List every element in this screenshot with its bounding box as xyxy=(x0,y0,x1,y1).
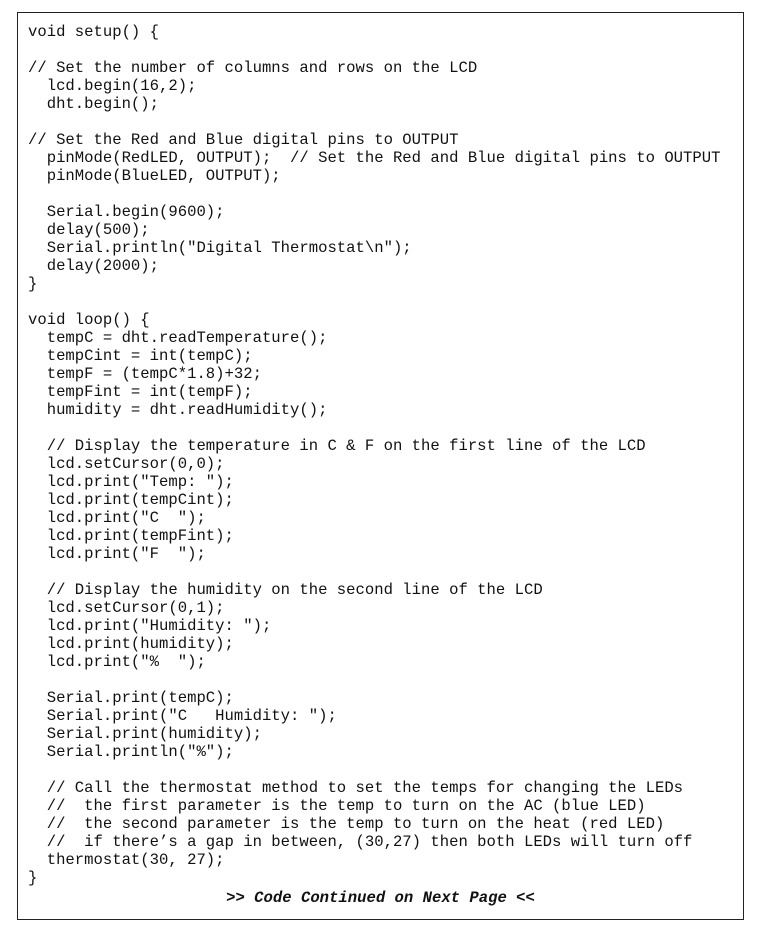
code-line: thermostat(30, 27); xyxy=(28,851,225,869)
code-line: lcd.print(humidity); xyxy=(28,635,234,653)
code-line: lcd.print(tempCint); xyxy=(28,491,234,509)
code-line: // Display the humidity on the second line of the LCD xyxy=(28,581,543,599)
code-line: tempF = (tempC*1.8)+32; xyxy=(28,365,262,383)
code-line xyxy=(28,113,720,131)
code-line: Serial.print("C Humidity: "); xyxy=(28,707,337,725)
code-line: Serial.println("%"); xyxy=(28,743,234,761)
code-line: void setup() { xyxy=(28,23,160,41)
code-line xyxy=(28,185,720,203)
code-line: // Call the thermostat method to set the temps for changing the LEDs xyxy=(28,779,684,797)
continued-note: >> Code Continued on Next Page << xyxy=(226,889,535,907)
code-line: void loop() { xyxy=(28,311,150,329)
code-line: lcd.print("F "); xyxy=(28,545,206,563)
code-line: tempCint = int(tempC); xyxy=(28,347,253,365)
code-line: // if there’s a gap in between, (30,27) then both LEDs will turn off xyxy=(28,833,693,851)
code-line: dht.begin(); xyxy=(28,95,160,113)
code-line xyxy=(28,761,720,779)
code-line: lcd.setCursor(0,1); xyxy=(28,599,225,617)
code-line: Serial.begin(9600); xyxy=(28,203,225,221)
code-line: delay(500); xyxy=(28,221,150,239)
code-line: } xyxy=(28,869,38,887)
code-line: delay(2000); xyxy=(28,257,160,275)
code-line: // Set the Red and Blue digital pins to OUTPUT xyxy=(28,131,459,149)
code-line: lcd.setCursor(0,0); xyxy=(28,455,225,473)
code-line: tempFint = int(tempF); xyxy=(28,383,253,401)
code-line xyxy=(28,563,720,581)
code-line: // the first parameter is the temp to turn on the AC (blue LED) xyxy=(28,797,646,815)
code-line: // the second parameter is the temp to turn on the heat (red LED) xyxy=(28,815,665,833)
code-line: lcd.print("C "); xyxy=(28,509,206,527)
code-line xyxy=(28,419,720,437)
code-line: Serial.println("Digital Thermostat\n"); xyxy=(28,239,412,257)
code-line xyxy=(28,293,720,311)
code-line: humidity = dht.readHumidity(); xyxy=(28,401,328,419)
code-line: lcd.print("Temp: "); xyxy=(28,473,234,491)
code-line xyxy=(28,41,720,59)
code-line: lcd.begin(16,2); xyxy=(28,77,197,95)
code-line: lcd.print(tempFint); xyxy=(28,527,234,545)
code-line xyxy=(28,671,720,689)
code-line: lcd.print("% "); xyxy=(28,653,206,671)
code-line: pinMode(BlueLED, OUTPUT); xyxy=(28,167,281,185)
code-line: // Display the temperature in C & F on the first line of the LCD xyxy=(28,437,646,455)
code-listing-box xyxy=(17,12,744,920)
code-line: Serial.print(tempC); xyxy=(28,689,234,707)
code-line: Serial.print(humidity); xyxy=(28,725,262,743)
code-lines xyxy=(28,23,720,887)
code-line: tempC = dht.readTemperature(); xyxy=(28,329,328,347)
code-line: // Set the number of columns and rows on the LCD xyxy=(28,59,478,77)
code-line: lcd.print("Humidity: "); xyxy=(28,617,272,635)
code-line: pinMode(RedLED, OUTPUT); // Set the Red and Blue digital pins to OUTPUT xyxy=(28,149,721,167)
code-line: } xyxy=(28,275,38,293)
